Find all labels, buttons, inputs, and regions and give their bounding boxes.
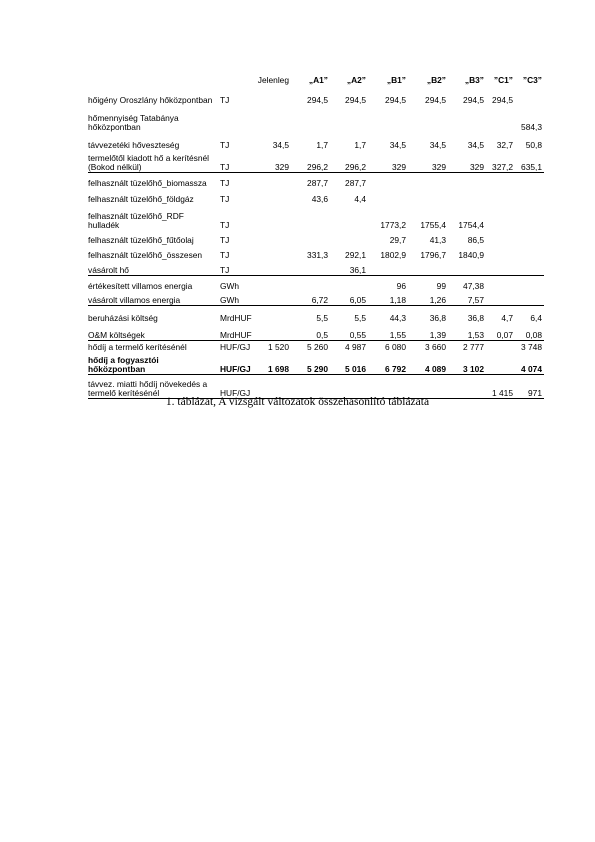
cell-value: 86,5: [467, 235, 484, 245]
cell-value: 1754,4: [458, 220, 484, 230]
cell-value: 287,7: [345, 178, 366, 188]
cell-value: [408, 188, 448, 204]
cell-value: 44,3: [389, 313, 406, 323]
column-header-c3: ”C3”: [522, 75, 542, 85]
row-label: vásárolt villamos energia: [88, 291, 216, 305]
cell-value: [486, 245, 515, 260]
cell-value: 1 698: [254, 352, 291, 374]
table-row: [88, 230, 544, 245]
table-row: [88, 172, 544, 188]
cell-value: 0,5: [291, 323, 330, 340]
cell-value: [515, 172, 544, 188]
cell-value: [448, 105, 486, 132]
cell-value: [291, 230, 330, 245]
table-row: [88, 245, 544, 260]
row-label: vásárolt hő: [88, 260, 216, 275]
cell-value: [291, 374, 330, 398]
row-unit: TJ: [220, 235, 230, 245]
table-row: [88, 323, 544, 340]
cell-value: [330, 105, 368, 132]
cell-value: 7,57: [448, 291, 486, 305]
cell-value: [330, 374, 368, 398]
cell-value: [368, 260, 408, 275]
row-unit: TJ: [216, 260, 254, 275]
cell-value: [486, 291, 515, 305]
cell-value: 0,07: [486, 323, 515, 340]
table-header: [88, 71, 544, 85]
cell-value: 287,7: [307, 178, 328, 188]
cell-value: [408, 172, 448, 188]
cell-value: 43,6: [311, 194, 328, 204]
cell-value: 6 080: [385, 342, 406, 352]
column-header-b2: „B2”: [426, 75, 446, 85]
cell-value: [486, 352, 515, 374]
cell-value: 34,5: [272, 140, 289, 150]
cell-value: 5,5: [316, 313, 328, 323]
cell-value: 329: [408, 150, 448, 172]
cell-value: 5 290: [291, 352, 330, 374]
cell-value: 327,2: [486, 150, 515, 172]
column-header-a1: „A1”: [308, 75, 328, 85]
table-row: [88, 340, 544, 352]
cell-value: [368, 172, 408, 188]
cell-value: [486, 105, 515, 132]
table-row: [88, 260, 544, 275]
cell-value: 6,72: [291, 291, 330, 305]
cell-value: 294,5: [307, 95, 328, 105]
cell-value: 34,5: [389, 140, 406, 150]
cell-value: 50,8: [525, 140, 542, 150]
cell-value: [254, 305, 291, 323]
row-label: hőmennyiség Tatabánya hőközpontban: [88, 113, 179, 132]
table-row: [88, 275, 544, 291]
cell-value: [330, 275, 368, 291]
row-label: termelőtől kiadott hő a kerítésnél (Bokod nélkül): [88, 150, 216, 172]
row-unit: TJ: [220, 194, 230, 204]
cell-value: [448, 260, 486, 275]
row-label: hődíj a termelő kerítésénél: [88, 342, 187, 352]
cell-value: 1,26: [408, 291, 448, 305]
cell-value: 4,7: [501, 313, 513, 323]
cell-value: 1,7: [316, 140, 328, 150]
cell-value: [330, 204, 368, 230]
cell-value: [254, 188, 291, 204]
cell-value: [368, 105, 408, 132]
table-row: [88, 105, 544, 132]
cell-value: 296,2: [291, 150, 330, 172]
cell-value: 4,4: [354, 194, 366, 204]
cell-value: 971: [515, 374, 544, 398]
cell-value: 34,5: [467, 140, 484, 150]
row-label: beruházási költség: [88, 313, 158, 323]
cell-value: 1,53: [448, 323, 486, 340]
row-label: O&M költségek: [88, 323, 216, 340]
cell-value: 5 260: [307, 342, 328, 352]
row-label: értékesített villamos energia: [88, 281, 193, 291]
cell-value: 36,8: [467, 313, 484, 323]
row-unit: GWh: [220, 281, 240, 291]
cell-value: [254, 323, 291, 340]
cell-value: 294,5: [425, 95, 446, 105]
table-row: [88, 132, 544, 150]
cell-value: [254, 275, 291, 291]
row-unit: HUF/GJ: [216, 352, 254, 374]
cell-value: 1,39: [408, 323, 448, 340]
row-label: távvez. miatti hődíj növekedés a termelő kerítésénél: [88, 374, 216, 398]
cell-value: 1,55: [368, 323, 408, 340]
cell-value: 294,5: [492, 95, 513, 105]
cell-value: 5 016: [330, 352, 368, 374]
cell-value: 292,1: [345, 250, 366, 260]
cell-value: 1 520: [268, 342, 289, 352]
table-row: [88, 291, 544, 305]
column-header-b1: „B1”: [386, 75, 406, 85]
table-row: [88, 204, 544, 230]
row-label: felhasznált tüzelőhő_fűtőolaj: [88, 235, 194, 245]
row-unit: TJ: [220, 178, 230, 188]
cell-value: 6 792: [368, 352, 408, 374]
cell-value: 296,2: [330, 150, 368, 172]
cell-value: [515, 245, 544, 260]
table-row: [88, 85, 544, 105]
cell-value: 3 660: [425, 342, 446, 352]
cell-value: [254, 204, 291, 230]
cell-value: 41,3: [429, 235, 446, 245]
cell-value: 331,3: [307, 250, 328, 260]
cell-value: [408, 260, 448, 275]
cell-value: [486, 188, 515, 204]
row-unit: HUF/GJ: [216, 374, 254, 398]
row-unit: GWh: [216, 291, 254, 305]
cell-value: [448, 172, 486, 188]
column-header-b3: „B3”: [464, 75, 484, 85]
cell-value: [368, 188, 408, 204]
cell-value: 4 987: [345, 342, 366, 352]
cell-value: 1755,4: [420, 220, 446, 230]
cell-value: [254, 374, 291, 398]
cell-value: 6,4: [530, 313, 542, 323]
cell-value: [291, 105, 330, 132]
cell-value: 29,7: [389, 235, 406, 245]
cell-value: [486, 230, 515, 245]
column-header-c1: ”C1”: [493, 75, 513, 85]
cell-value: [515, 230, 544, 245]
row-unit: MrdHUF: [216, 323, 254, 340]
cell-value: [254, 230, 291, 245]
cell-value: [254, 291, 291, 305]
row-unit: TJ: [220, 95, 230, 105]
cell-value: [408, 105, 448, 132]
cell-value: 294,5: [463, 95, 484, 105]
cell-value: [515, 260, 544, 275]
cell-value: [486, 275, 515, 291]
cell-value: 5,5: [354, 313, 366, 323]
cell-value: 96: [396, 281, 406, 291]
cell-value: [291, 260, 330, 275]
row-label: hődíj a fogyasztói hőközpontban: [88, 352, 216, 374]
column-header-label: [88, 71, 216, 85]
cell-value: 584,3: [521, 122, 542, 132]
row-unit: TJ: [216, 150, 254, 172]
cell-value: [486, 204, 515, 230]
row-unit: TJ: [220, 220, 230, 230]
cell-value: 1 415: [486, 374, 515, 398]
row-unit: HUF/GJ: [220, 342, 251, 352]
cell-value: 635,1: [515, 150, 544, 172]
row-label: távvezetéki hőveszteség: [88, 140, 180, 150]
cell-value: 36,1: [330, 260, 368, 275]
cell-value: 3 748: [521, 342, 542, 352]
column-header-jelenleg: Jelenleg: [257, 75, 289, 85]
cell-value: 0,55: [330, 323, 368, 340]
cell-value: [486, 260, 515, 275]
cell-value: 1802,9: [380, 250, 406, 260]
cell-value: [330, 230, 368, 245]
row-unit: MrdHUF: [220, 313, 252, 323]
row-unit: [216, 105, 254, 132]
column-header-unit: [216, 71, 254, 85]
cell-value: 1796,7: [420, 250, 446, 260]
table-row: [88, 188, 544, 204]
cell-value: [254, 105, 291, 132]
cell-value: 6,05: [330, 291, 368, 305]
cell-value: [448, 188, 486, 204]
cell-value: [291, 275, 330, 291]
cell-value: [254, 85, 291, 105]
cell-value: [254, 260, 291, 275]
cell-value: [486, 340, 515, 352]
cell-value: [486, 172, 515, 188]
row-unit: TJ: [220, 250, 230, 260]
cell-value: 329: [254, 150, 291, 172]
cell-value: 99: [436, 281, 446, 291]
cell-value: 1773,2: [380, 220, 406, 230]
table-row: [88, 352, 544, 374]
cell-value: [515, 204, 544, 230]
cell-value: 329: [368, 150, 408, 172]
cell-value: [291, 204, 330, 230]
row-label: felhasznált tüzelőhő_RDF hulladék: [88, 211, 184, 230]
table-row: [88, 374, 544, 398]
cell-value: [254, 245, 291, 260]
cell-value: [448, 374, 486, 398]
table-caption: 1. táblázat, A vizsgált változatok összehasonlító táblázata: [165, 396, 430, 408]
cell-value: [515, 275, 544, 291]
cell-value: 294,5: [385, 95, 406, 105]
cell-value: 34,5: [429, 140, 446, 150]
cell-value: 1,18: [368, 291, 408, 305]
cell-value: 2 777: [463, 342, 484, 352]
cell-value: 4 089: [408, 352, 448, 374]
cell-value: 329: [448, 150, 486, 172]
cell-value: [515, 291, 544, 305]
row-unit: TJ: [220, 140, 230, 150]
column-header-a2: „A2”: [346, 75, 366, 85]
cell-value: 4 074: [515, 352, 544, 374]
cell-value: 294,5: [345, 95, 366, 105]
cell-value: [368, 374, 408, 398]
cell-value: [515, 188, 544, 204]
cell-value: [408, 374, 448, 398]
cell-value: 36,8: [429, 313, 446, 323]
cell-value: 1840,9: [458, 250, 484, 260]
cell-value: [515, 85, 544, 105]
row-label: felhasznált tüzelőhő_összesen: [88, 250, 203, 260]
row-label: hőigény Oroszlány hőközpontban: [88, 95, 213, 105]
table-row: [88, 150, 544, 172]
cell-value: 32,7: [496, 140, 513, 150]
comparison-table: [88, 71, 544, 399]
cell-value: 3 102: [448, 352, 486, 374]
cell-value: 0,08: [515, 323, 544, 340]
cell-value: 47,38: [463, 281, 484, 291]
cell-value: 1,7: [354, 140, 366, 150]
row-label: felhasznált tüzelőhő_földgáz: [88, 194, 194, 204]
cell-value: [254, 172, 291, 188]
row-label: felhasznált tüzelőhő_biomassza: [88, 178, 207, 188]
table-row: [88, 305, 544, 323]
